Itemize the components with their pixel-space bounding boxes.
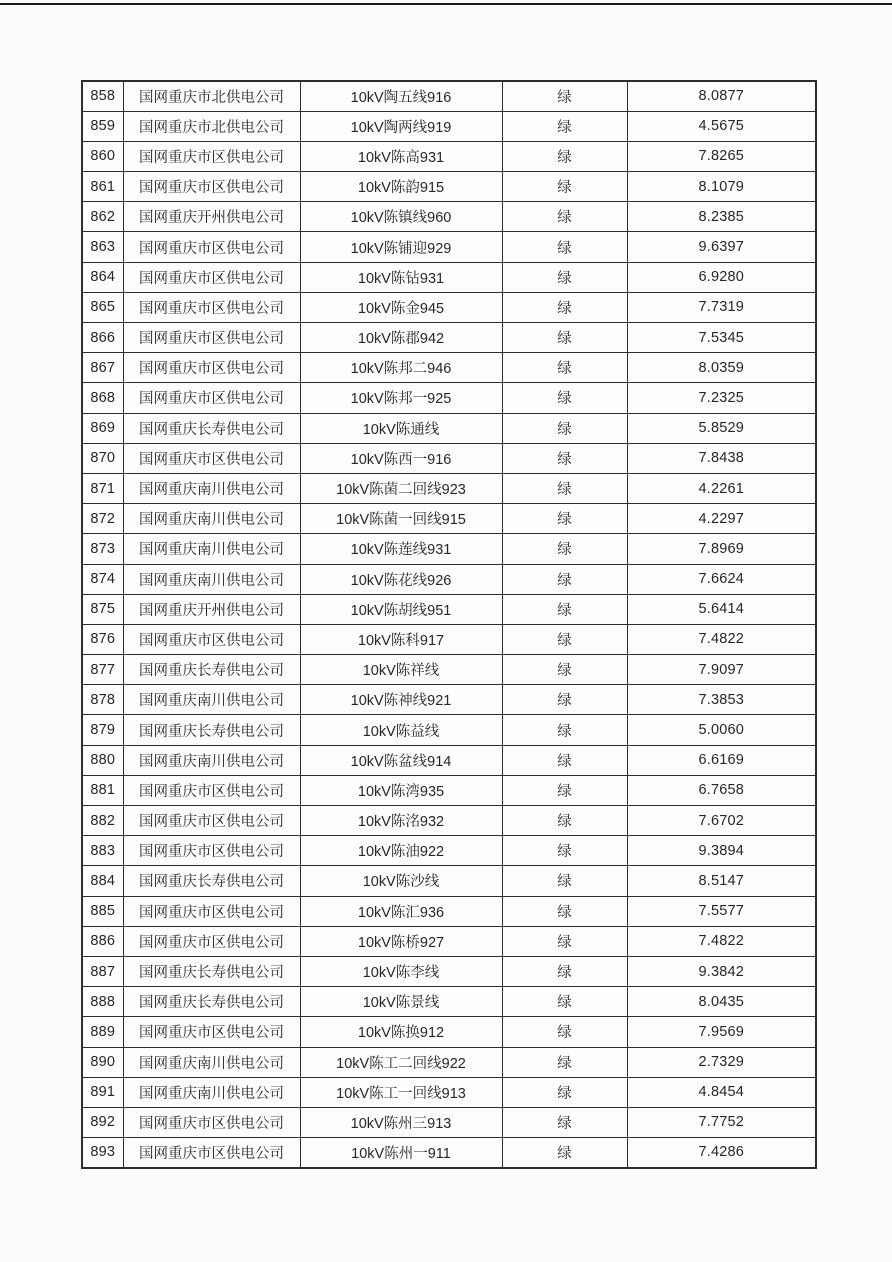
table-row bbox=[82, 866, 816, 896]
table-row bbox=[82, 655, 816, 685]
table-row bbox=[82, 292, 816, 322]
cell-line-name: 10kV陈通线 bbox=[300, 413, 502, 443]
cell-row-number: 892 bbox=[82, 1107, 123, 1137]
cell-status: 绿 bbox=[502, 594, 627, 624]
cell-company-name: 国网重庆长寿供电公司 bbox=[123, 413, 300, 443]
cell-line-name: 10kV陶五线916 bbox=[300, 81, 502, 111]
cell-value: 7.3853 bbox=[627, 685, 816, 715]
cell-status: 绿 bbox=[502, 836, 627, 866]
cell-status: 绿 bbox=[502, 926, 627, 956]
cell-status: 绿 bbox=[502, 655, 627, 685]
cell-status: 绿 bbox=[502, 383, 627, 413]
cell-company-name: 国网重庆长寿供电公司 bbox=[123, 956, 300, 986]
cell-line-name: 10kV陈邦二946 bbox=[300, 353, 502, 383]
cell-company-name: 国网重庆市区供电公司 bbox=[123, 323, 300, 353]
cell-company-name: 国网重庆南川供电公司 bbox=[123, 1047, 300, 1077]
cell-line-name: 10kV陈祥线 bbox=[300, 655, 502, 685]
table-row bbox=[82, 473, 816, 503]
table-row bbox=[82, 926, 816, 956]
cell-line-name: 10kV陈油922 bbox=[300, 836, 502, 866]
cell-status: 绿 bbox=[502, 1077, 627, 1107]
cell-row-number: 888 bbox=[82, 987, 123, 1017]
table-row bbox=[82, 624, 816, 654]
cell-line-name: 10kV陈李线 bbox=[300, 956, 502, 986]
cell-status: 绿 bbox=[502, 1047, 627, 1077]
cell-line-name: 10kV陈菌二回线923 bbox=[300, 473, 502, 503]
cell-line-name: 10kV陈洺932 bbox=[300, 806, 502, 836]
table-body bbox=[82, 81, 816, 1168]
cell-row-number: 859 bbox=[82, 111, 123, 141]
table-row bbox=[82, 383, 816, 413]
cell-row-number: 872 bbox=[82, 504, 123, 534]
cell-status: 绿 bbox=[502, 745, 627, 775]
cell-row-number: 882 bbox=[82, 806, 123, 836]
cell-company-name: 国网重庆南川供电公司 bbox=[123, 504, 300, 534]
cell-value: 6.6169 bbox=[627, 745, 816, 775]
table-row bbox=[82, 956, 816, 986]
cell-line-name: 10kV陈神线921 bbox=[300, 685, 502, 715]
cell-value: 7.7752 bbox=[627, 1107, 816, 1137]
cell-value: 8.0435 bbox=[627, 987, 816, 1017]
cell-status: 绿 bbox=[502, 504, 627, 534]
cell-company-name: 国网重庆南川供电公司 bbox=[123, 685, 300, 715]
cell-value: 7.8265 bbox=[627, 141, 816, 171]
cell-line-name: 10kV陈桥927 bbox=[300, 926, 502, 956]
cell-line-name: 10kV陈州三913 bbox=[300, 1107, 502, 1137]
cell-value: 7.4822 bbox=[627, 624, 816, 654]
table-row bbox=[82, 775, 816, 805]
table-row bbox=[82, 715, 816, 745]
cell-company-name: 国网重庆市区供电公司 bbox=[123, 232, 300, 262]
cell-row-number: 862 bbox=[82, 202, 123, 232]
cell-line-name: 10kV陈盆线914 bbox=[300, 745, 502, 775]
table-row bbox=[82, 323, 816, 353]
table-row bbox=[82, 685, 816, 715]
cell-company-name: 国网重庆南川供电公司 bbox=[123, 534, 300, 564]
cell-value: 5.6414 bbox=[627, 594, 816, 624]
cell-value: 6.7658 bbox=[627, 775, 816, 805]
cell-row-number: 884 bbox=[82, 866, 123, 896]
cell-row-number: 869 bbox=[82, 413, 123, 443]
cell-row-number: 893 bbox=[82, 1138, 123, 1168]
cell-status: 绿 bbox=[502, 956, 627, 986]
cell-line-name: 10kV陶两线919 bbox=[300, 111, 502, 141]
cell-line-name: 10kV陈莲线931 bbox=[300, 534, 502, 564]
table-row bbox=[82, 806, 816, 836]
cell-company-name: 国网重庆长寿供电公司 bbox=[123, 866, 300, 896]
cell-row-number: 871 bbox=[82, 473, 123, 503]
cell-status: 绿 bbox=[502, 473, 627, 503]
cell-line-name: 10kV陈工二回线922 bbox=[300, 1047, 502, 1077]
cell-status: 绿 bbox=[502, 172, 627, 202]
cell-status: 绿 bbox=[502, 262, 627, 292]
cell-company-name: 国网重庆长寿供电公司 bbox=[123, 987, 300, 1017]
cell-row-number: 876 bbox=[82, 624, 123, 654]
cell-status: 绿 bbox=[502, 624, 627, 654]
table-row bbox=[82, 81, 816, 111]
cell-row-number: 868 bbox=[82, 383, 123, 413]
table-row bbox=[82, 172, 816, 202]
table-row bbox=[82, 1077, 816, 1107]
cell-company-name: 国网重庆市区供电公司 bbox=[123, 262, 300, 292]
cell-company-name: 国网重庆市区供电公司 bbox=[123, 292, 300, 322]
cell-line-name: 10kV陈汇936 bbox=[300, 896, 502, 926]
table-row bbox=[82, 443, 816, 473]
cell-company-name: 国网重庆市区供电公司 bbox=[123, 926, 300, 956]
cell-value: 4.8454 bbox=[627, 1077, 816, 1107]
cell-value: 7.9569 bbox=[627, 1017, 816, 1047]
cell-value: 7.4822 bbox=[627, 926, 816, 956]
table-row bbox=[82, 1107, 816, 1137]
table-row bbox=[82, 564, 816, 594]
cell-value: 7.6624 bbox=[627, 564, 816, 594]
cell-company-name: 国网重庆南川供电公司 bbox=[123, 473, 300, 503]
cell-company-name: 国网重庆开州供电公司 bbox=[123, 594, 300, 624]
cell-company-name: 国网重庆南川供电公司 bbox=[123, 564, 300, 594]
cell-row-number: 891 bbox=[82, 1077, 123, 1107]
cell-status: 绿 bbox=[502, 896, 627, 926]
table-row bbox=[82, 534, 816, 564]
cell-status: 绿 bbox=[502, 111, 627, 141]
cell-line-name: 10kV陈州一911 bbox=[300, 1138, 502, 1168]
cell-value: 7.5577 bbox=[627, 896, 816, 926]
cell-status: 绿 bbox=[502, 775, 627, 805]
cell-status: 绿 bbox=[502, 413, 627, 443]
cell-value: 7.4286 bbox=[627, 1138, 816, 1168]
cell-value: 4.2261 bbox=[627, 473, 816, 503]
cell-company-name: 国网重庆南川供电公司 bbox=[123, 1077, 300, 1107]
cell-company-name: 国网重庆市区供电公司 bbox=[123, 624, 300, 654]
cell-status: 绿 bbox=[502, 1017, 627, 1047]
cell-company-name: 国网重庆市北供电公司 bbox=[123, 111, 300, 141]
cell-company-name: 国网重庆市区供电公司 bbox=[123, 443, 300, 473]
cell-status: 绿 bbox=[502, 715, 627, 745]
cell-row-number: 889 bbox=[82, 1017, 123, 1047]
table-row bbox=[82, 353, 816, 383]
cell-row-number: 858 bbox=[82, 81, 123, 111]
cell-company-name: 国网重庆市区供电公司 bbox=[123, 806, 300, 836]
cell-row-number: 863 bbox=[82, 232, 123, 262]
cell-line-name: 10kV陈沙线 bbox=[300, 866, 502, 896]
cell-status: 绿 bbox=[502, 443, 627, 473]
table-row bbox=[82, 836, 816, 866]
cell-row-number: 870 bbox=[82, 443, 123, 473]
cell-company-name: 国网重庆长寿供电公司 bbox=[123, 655, 300, 685]
cell-row-number: 887 bbox=[82, 956, 123, 986]
cell-company-name: 国网重庆市区供电公司 bbox=[123, 383, 300, 413]
table-row bbox=[82, 594, 816, 624]
cell-row-number: 864 bbox=[82, 262, 123, 292]
cell-row-number: 883 bbox=[82, 836, 123, 866]
cell-company-name: 国网重庆市区供电公司 bbox=[123, 836, 300, 866]
table-row bbox=[82, 987, 816, 1017]
cell-value: 8.2385 bbox=[627, 202, 816, 232]
cell-company-name: 国网重庆市区供电公司 bbox=[123, 1017, 300, 1047]
cell-company-name: 国网重庆开州供电公司 bbox=[123, 202, 300, 232]
cell-row-number: 877 bbox=[82, 655, 123, 685]
window-top-border bbox=[0, 3, 892, 5]
cell-value: 8.0359 bbox=[627, 353, 816, 383]
cell-line-name: 10kV陈高931 bbox=[300, 141, 502, 171]
cell-row-number: 885 bbox=[82, 896, 123, 926]
table-row bbox=[82, 202, 816, 232]
cell-company-name: 国网重庆市区供电公司 bbox=[123, 141, 300, 171]
cell-status: 绿 bbox=[502, 987, 627, 1017]
cell-status: 绿 bbox=[502, 1107, 627, 1137]
cell-value: 7.2325 bbox=[627, 383, 816, 413]
cell-company-name: 国网重庆市区供电公司 bbox=[123, 896, 300, 926]
cell-value: 7.8969 bbox=[627, 534, 816, 564]
cell-row-number: 861 bbox=[82, 172, 123, 202]
cell-value: 4.5675 bbox=[627, 111, 816, 141]
cell-company-name: 国网重庆市区供电公司 bbox=[123, 172, 300, 202]
cell-status: 绿 bbox=[502, 202, 627, 232]
cell-value: 6.9280 bbox=[627, 262, 816, 292]
cell-line-name: 10kV陈镇线960 bbox=[300, 202, 502, 232]
cell-value: 7.9097 bbox=[627, 655, 816, 685]
cell-company-name: 国网重庆市区供电公司 bbox=[123, 1107, 300, 1137]
cell-row-number: 881 bbox=[82, 775, 123, 805]
cell-value: 9.3842 bbox=[627, 956, 816, 986]
table-row bbox=[82, 896, 816, 926]
cell-line-name: 10kV陈胡线951 bbox=[300, 594, 502, 624]
cell-value: 7.5345 bbox=[627, 323, 816, 353]
cell-company-name: 国网重庆市区供电公司 bbox=[123, 775, 300, 805]
cell-value: 8.5147 bbox=[627, 866, 816, 896]
table-row bbox=[82, 111, 816, 141]
cell-line-name: 10kV陈菌一回线915 bbox=[300, 504, 502, 534]
cell-value: 5.0060 bbox=[627, 715, 816, 745]
table-row bbox=[82, 745, 816, 775]
cell-value: 9.6397 bbox=[627, 232, 816, 262]
cell-row-number: 878 bbox=[82, 685, 123, 715]
cell-status: 绿 bbox=[502, 866, 627, 896]
cell-row-number: 890 bbox=[82, 1047, 123, 1077]
cell-value: 8.0877 bbox=[627, 81, 816, 111]
cell-row-number: 880 bbox=[82, 745, 123, 775]
cell-status: 绿 bbox=[502, 534, 627, 564]
cell-value: 2.7329 bbox=[627, 1047, 816, 1077]
cell-company-name: 国网重庆市北供电公司 bbox=[123, 81, 300, 111]
cell-line-name: 10kV陈西一916 bbox=[300, 443, 502, 473]
cell-company-name: 国网重庆长寿供电公司 bbox=[123, 715, 300, 745]
cell-value: 7.7319 bbox=[627, 292, 816, 322]
table-row bbox=[82, 504, 816, 534]
power-line-table bbox=[81, 80, 817, 1169]
cell-line-name: 10kV陈益线 bbox=[300, 715, 502, 745]
cell-status: 绿 bbox=[502, 292, 627, 322]
cell-value: 4.2297 bbox=[627, 504, 816, 534]
cell-value: 7.8438 bbox=[627, 443, 816, 473]
table-row bbox=[82, 262, 816, 292]
cell-line-name: 10kV陈景线 bbox=[300, 987, 502, 1017]
cell-line-name: 10kV陈科917 bbox=[300, 624, 502, 654]
cell-row-number: 874 bbox=[82, 564, 123, 594]
cell-row-number: 860 bbox=[82, 141, 123, 171]
cell-row-number: 867 bbox=[82, 353, 123, 383]
cell-status: 绿 bbox=[502, 806, 627, 836]
table-row bbox=[82, 1047, 816, 1077]
cell-line-name: 10kV陈钻931 bbox=[300, 262, 502, 292]
cell-row-number: 873 bbox=[82, 534, 123, 564]
cell-line-name: 10kV陈韵915 bbox=[300, 172, 502, 202]
cell-line-name: 10kV陈湾935 bbox=[300, 775, 502, 805]
cell-status: 绿 bbox=[502, 1138, 627, 1168]
cell-line-name: 10kV陈郡942 bbox=[300, 323, 502, 353]
table-row bbox=[82, 232, 816, 262]
cell-line-name: 10kV陈换912 bbox=[300, 1017, 502, 1047]
cell-row-number: 875 bbox=[82, 594, 123, 624]
cell-status: 绿 bbox=[502, 564, 627, 594]
cell-status: 绿 bbox=[502, 232, 627, 262]
cell-value: 7.6702 bbox=[627, 806, 816, 836]
cell-row-number: 866 bbox=[82, 323, 123, 353]
cell-line-name: 10kV陈工一回线913 bbox=[300, 1077, 502, 1107]
cell-status: 绿 bbox=[502, 323, 627, 353]
cell-line-name: 10kV陈花线926 bbox=[300, 564, 502, 594]
table-row bbox=[82, 1017, 816, 1047]
cell-status: 绿 bbox=[502, 685, 627, 715]
table-row bbox=[82, 413, 816, 443]
cell-row-number: 886 bbox=[82, 926, 123, 956]
cell-value: 5.8529 bbox=[627, 413, 816, 443]
cell-line-name: 10kV陈铺迎929 bbox=[300, 232, 502, 262]
cell-row-number: 865 bbox=[82, 292, 123, 322]
cell-value: 8.1079 bbox=[627, 172, 816, 202]
cell-line-name: 10kV陈金945 bbox=[300, 292, 502, 322]
cell-company-name: 国网重庆市区供电公司 bbox=[123, 1138, 300, 1168]
cell-status: 绿 bbox=[502, 353, 627, 383]
cell-row-number: 879 bbox=[82, 715, 123, 745]
table-row bbox=[82, 1138, 816, 1168]
cell-line-name: 10kV陈邦一925 bbox=[300, 383, 502, 413]
cell-value: 9.3894 bbox=[627, 836, 816, 866]
cell-company-name: 国网重庆市区供电公司 bbox=[123, 353, 300, 383]
cell-company-name: 国网重庆南川供电公司 bbox=[123, 745, 300, 775]
cell-status: 绿 bbox=[502, 81, 627, 111]
cell-status: 绿 bbox=[502, 141, 627, 171]
table-row bbox=[82, 141, 816, 171]
